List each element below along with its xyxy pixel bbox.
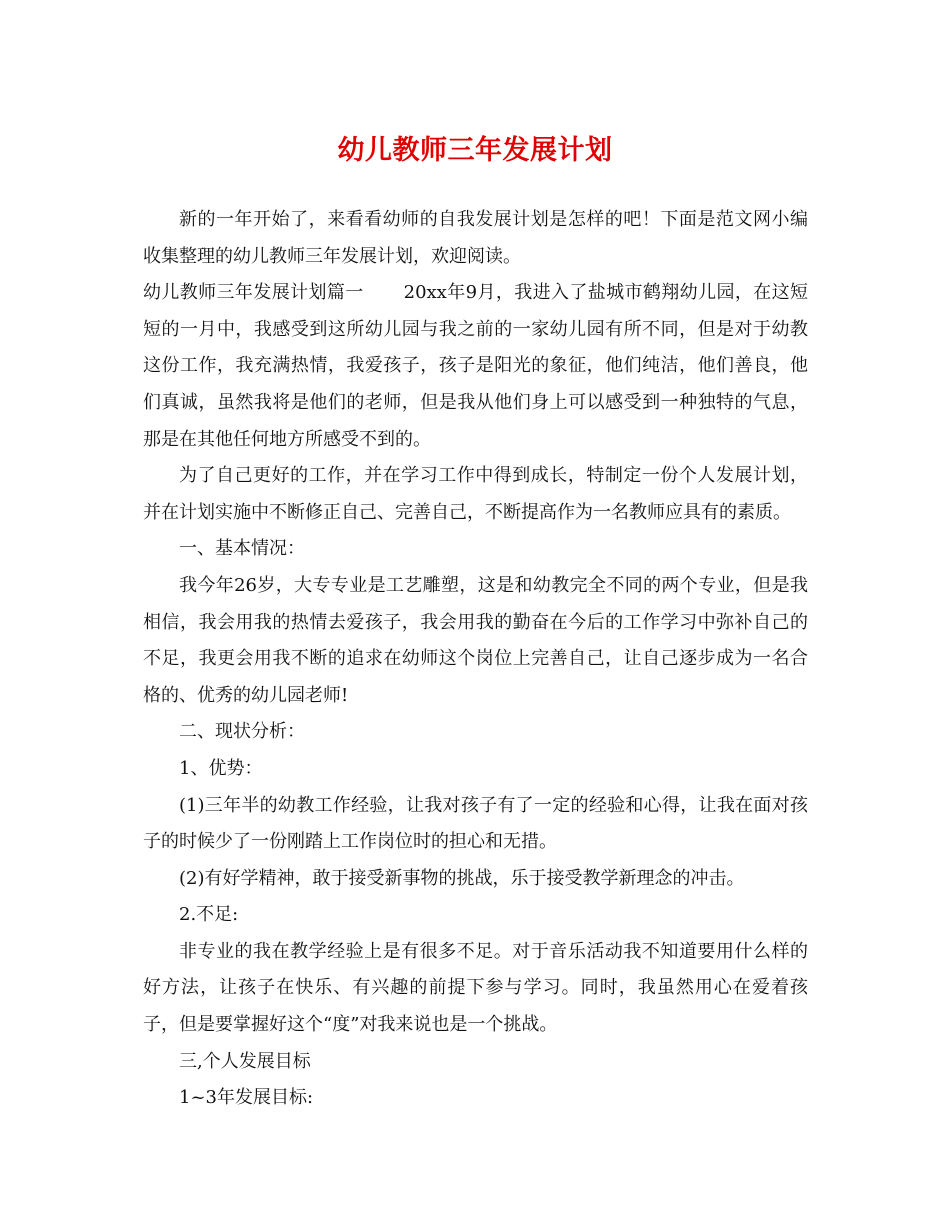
- section-status-heading: 二、现状分析：: [179, 721, 305, 743]
- advantage-heading: 1、优势：: [179, 757, 263, 779]
- weakness-heading: 2.不足:: [179, 904, 239, 926]
- intro-paragraph: 新的一年开始了，来看看幼师的自我发展计划是怎样的吧！下面是范文网小编收集整理的幼儿教师三年发展计划，欢迎阅读。: [143, 209, 808, 267]
- advantage-item-2: (2)有好学精神，敢于接受新事物的挑战，乐于接受教学新理念的冲击。: [179, 867, 745, 889]
- plan-heading-label: 幼儿教师三年发展计划篇一: [143, 282, 364, 304]
- plan-heading-rest: 20xx年9月，我进入了盐城市鹤翔幼儿园，在这短短的一月中，我感受到这所幼儿园与我之前的一家幼儿园有所不同，但是对于幼教这份工作，我充满热情，我爱孩子，孩子是阳光的象征，他们纯洁，他们善良，他们真诚，虽然我将是他们的老师，但是我从他们身上可以感受到一种独特的气息，那是在其他任何地方所感受不到的。: [143, 282, 808, 450]
- section-goal-heading: 三,个人发展目标: [179, 1050, 311, 1072]
- weakness-paragraph: 非专业的我在教学经验上是有很多不足。对于音乐活动我不知道要用什么样的好方法，让孩子在快乐、有兴趣的前提下参与学习。同时，我虽然用心在爱着孩子，但是要掌握好这个“度”对我来说也是一个挑战。: [143, 940, 808, 1036]
- purpose-paragraph: 为了自己更好的工作，并在学习工作中得到成长，特制定一份个人发展计划，并在计划实施中不断修正自己、完善自己，不断提高作为一名教师应具有的素质。: [143, 465, 808, 523]
- section-basic-heading: 一、基本情况：: [179, 538, 305, 560]
- basic-info-paragraph: 我今年26岁，大专专业是工艺雕塑，这是和幼教完全不同的两个专业，但是我相信，我会用我的热情去爱孩子，我会用我的勤奋在今后的工作学习中弥补自己的不足，我更会用我不断的追求在幼师这个岗位上完善自己，让自己逐步成为一名合格的、优秀的幼儿园老师!: [143, 574, 808, 706]
- plan-heading-paragraph: [143, 275, 808, 458]
- document-body: [143, 202, 808, 1117]
- advantage-item-1: (1)三年半的幼教工作经验，让我对孩子有了一定的经验和心得，让我在面对孩子的时候少了一份刚踏上工作岗位时的担心和无措。: [143, 794, 808, 853]
- document-title: 幼儿教师三年发展计划: [337, 135, 613, 166]
- goal-subheading: 1~3年发展目标:: [179, 1087, 314, 1109]
